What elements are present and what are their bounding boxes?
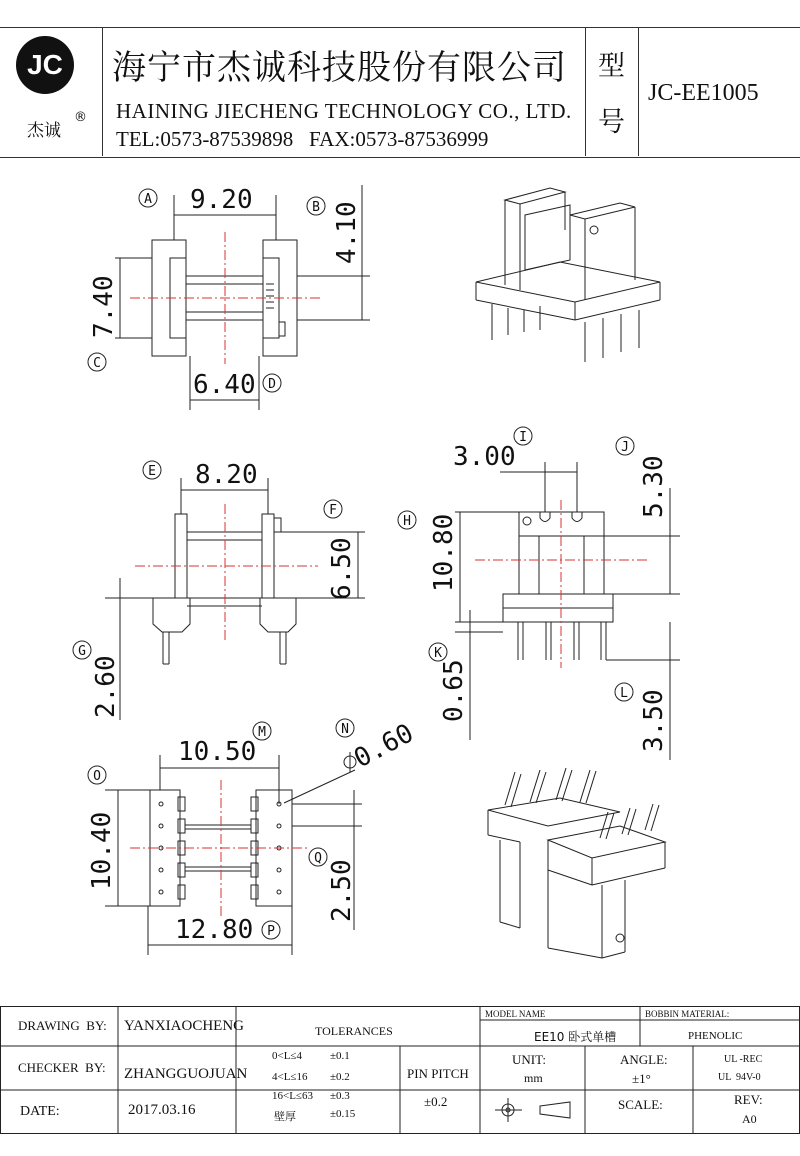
- dim-E-value: 8.20: [195, 460, 258, 490]
- logo-subtitle: 杰诚: [27, 121, 61, 141]
- svg-text:O: O: [93, 769, 101, 784]
- dim-A-value: 9.20: [190, 185, 253, 215]
- checker-by-value: ZHANGGUOJUAN: [124, 1066, 248, 1082]
- model-number: JC-EE1005: [648, 80, 759, 106]
- unit-value: mm: [524, 1071, 543, 1085]
- svg-text:C: C: [93, 356, 101, 371]
- company-name-en: HAINING JIECHENG TECHNOLOGY CO., LTD.: [116, 99, 572, 123]
- marker-C: [88, 353, 106, 371]
- pin-pitch-value: ±0.2: [424, 1094, 448, 1109]
- svg-text:H: H: [403, 514, 411, 529]
- drawing-by-label: DRAWING BY:: [18, 1018, 107, 1033]
- marker-P: [262, 921, 280, 939]
- marker-O: [88, 766, 106, 784]
- bobbin-material-value: PHENOLIC: [688, 1030, 743, 1042]
- dim-K-value: 0.65: [439, 659, 469, 722]
- marker-B: [307, 197, 325, 215]
- tolerances-label: TOLERANCES: [315, 1024, 393, 1038]
- angle-value: ±1°: [632, 1071, 651, 1086]
- dim-D-value: 6.40: [193, 370, 256, 400]
- tol-row-range-1: 0<L≤4: [272, 1050, 302, 1062]
- marker-G: [73, 641, 91, 659]
- tol-row-range-4: 壁厚: [274, 1110, 296, 1123]
- company-name-cn: 海宁市杰诚科技股份有限公司: [112, 48, 567, 88]
- svg-text:B: B: [312, 200, 320, 215]
- tol-row-value-2: ±0.2: [330, 1071, 350, 1083]
- svg-text:P: P: [267, 924, 275, 939]
- marker-Q: [309, 848, 327, 866]
- svg-text:I: I: [519, 430, 527, 445]
- marker-H: [398, 511, 416, 529]
- view-isometric-bottom: [488, 768, 665, 958]
- marker-J: [616, 437, 634, 455]
- rev-value: A0: [742, 1112, 757, 1126]
- marker-D: [263, 374, 281, 392]
- model-label-top: 型: [598, 51, 625, 82]
- svg-text:L: L: [620, 686, 628, 701]
- svg-text:Q: Q: [314, 851, 322, 866]
- svg-text:A: A: [144, 192, 152, 207]
- dim-N-value: 0.60: [349, 718, 419, 775]
- dim-M-value: 10.50: [178, 737, 257, 767]
- dim-O-value: 10.40: [87, 811, 117, 890]
- svg-text:G: G: [78, 644, 86, 659]
- dim-F-value: 6.50: [327, 537, 357, 600]
- company-logo: JC: [16, 36, 74, 94]
- dim-P-value: 12.80: [175, 915, 254, 945]
- date-value: 2017.03.16: [128, 1102, 196, 1118]
- registered-mark-icon: ®: [74, 110, 87, 125]
- model-label-bottom: 号: [598, 107, 625, 138]
- angle-label: ANGLE:: [620, 1052, 668, 1067]
- marker-E: [143, 461, 161, 479]
- dim-L-value: 3.50: [639, 689, 669, 752]
- marker-N: [336, 719, 354, 737]
- dim-G-value: 2.60: [91, 655, 121, 718]
- ul-rec: UL -REC: [724, 1054, 763, 1065]
- tol-row-value-3: ±0.3: [330, 1090, 350, 1102]
- marker-A: [139, 189, 157, 207]
- svg-text:F: F: [329, 503, 337, 518]
- marker-L: [615, 683, 633, 701]
- bobbin-material-label: BOBBIN MATERIAL:: [645, 1009, 730, 1019]
- pin-pitch-symbol: [495, 1098, 570, 1122]
- view-isometric-top: [476, 188, 660, 362]
- title-block-grid: [0, 1006, 800, 1134]
- marker-M: [253, 722, 271, 740]
- svg-text:K: K: [434, 646, 442, 661]
- svg-text:E: E: [148, 464, 156, 479]
- svg-text:D: D: [268, 377, 276, 392]
- checker-by-label: CHECKER BY:: [18, 1060, 106, 1075]
- drawing-by-value: YANXIAOCHENG: [124, 1018, 244, 1034]
- dim-I-value: 3.00: [453, 442, 516, 472]
- marker-I: [514, 427, 532, 445]
- dim-H-value: 10.80: [429, 513, 459, 592]
- dim-B-value: 4.10: [332, 201, 362, 264]
- tol-row-value-4: ±0.15: [330, 1108, 356, 1120]
- dim-Q-value: 2.50: [327, 859, 357, 922]
- company-contact: TEL:0573-87539898 FAX:0573-87536999: [116, 127, 489, 151]
- pin-pitch-label: PIN PITCH: [407, 1066, 469, 1081]
- dim-C-value: 7.40: [89, 275, 119, 338]
- ul-94v0: UL 94V-0: [718, 1072, 761, 1083]
- svg-text:M: M: [258, 725, 266, 740]
- marker-K: [429, 643, 447, 661]
- dim-J-value: 5.30: [639, 455, 669, 518]
- scale-label: SCALE:: [618, 1097, 663, 1112]
- tol-row-range-2: 4<L≤16: [272, 1071, 308, 1083]
- unit-label: UNIT:: [512, 1052, 547, 1067]
- model-name-label: MODEL NAME: [485, 1009, 546, 1019]
- tol-row-range-3: 16<L≤63: [272, 1090, 313, 1102]
- tol-row-value-1: ±0.1: [330, 1050, 350, 1062]
- svg-text:J: J: [621, 440, 629, 455]
- rev-label: REV:: [734, 1092, 763, 1107]
- svg-text:N: N: [341, 722, 349, 737]
- date-label: DATE:: [20, 1104, 60, 1119]
- marker-F: [324, 500, 342, 518]
- model-name-value: EE10 卧式单槽: [534, 1030, 617, 1044]
